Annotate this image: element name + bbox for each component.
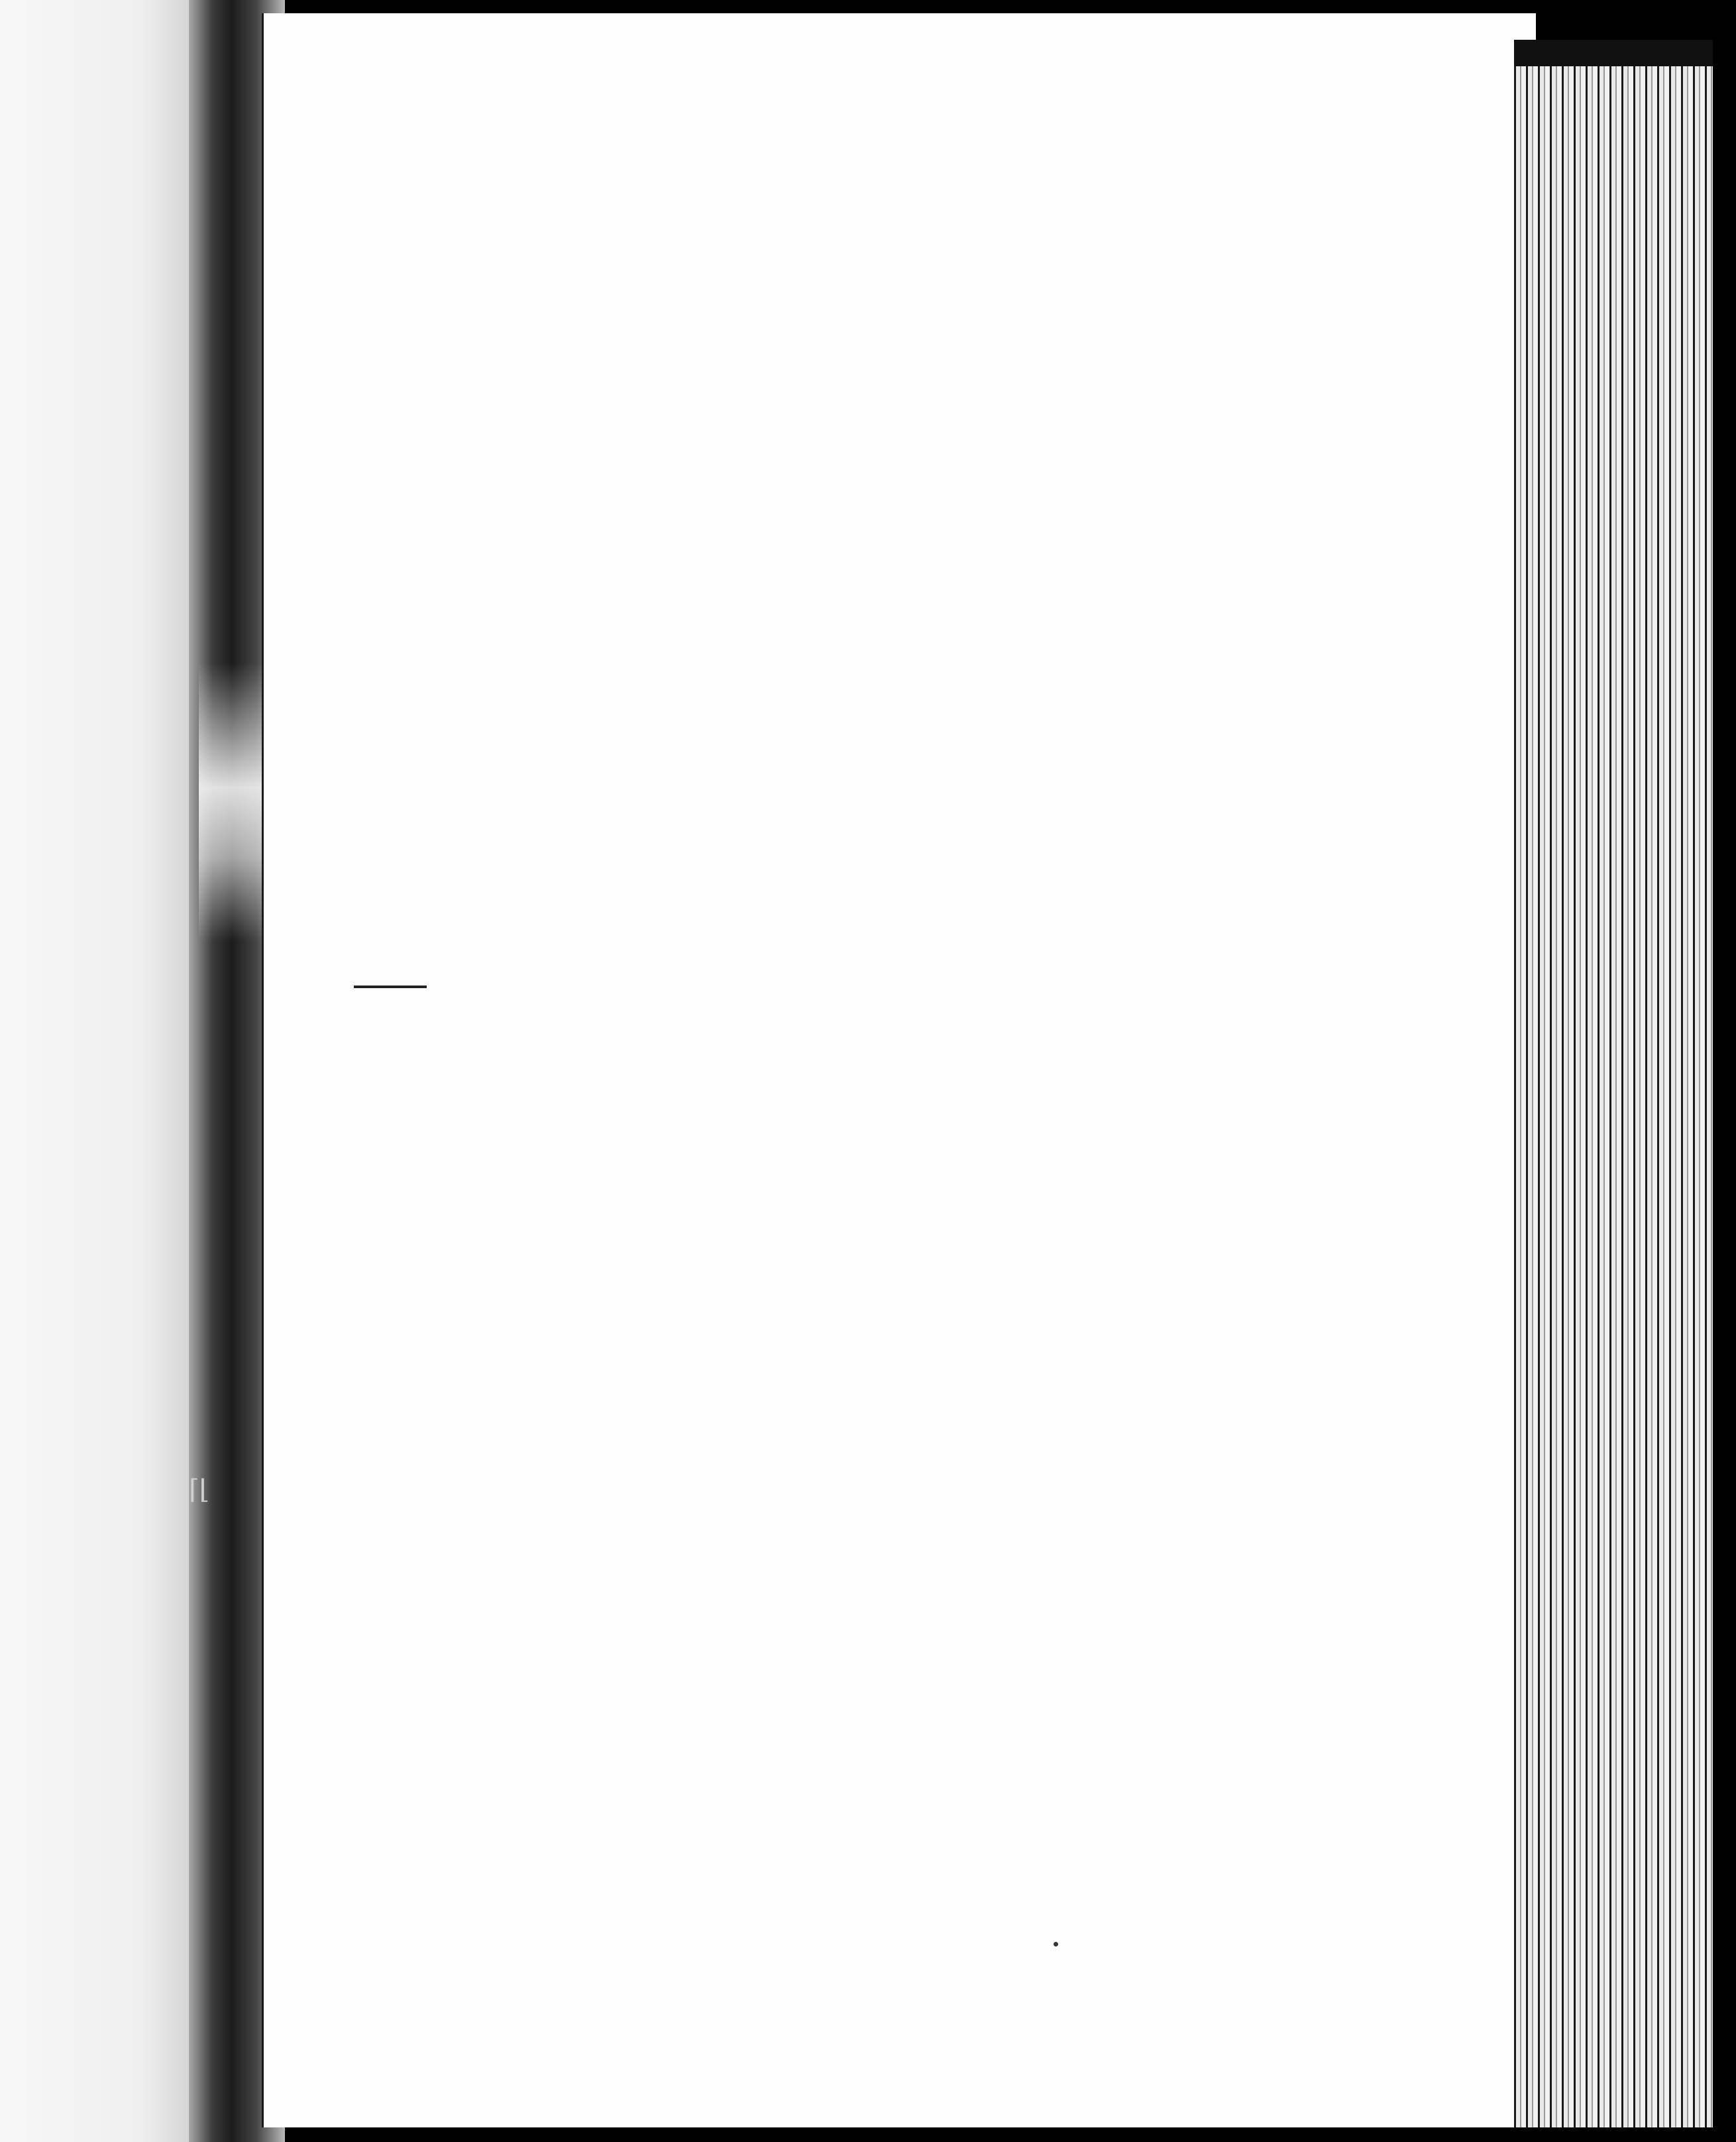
gutter-smudge: ⌈⌊ bbox=[189, 1475, 210, 1505]
page-edges-top bbox=[1514, 40, 1713, 66]
footnote-rule bbox=[354, 986, 427, 988]
print-speck bbox=[1054, 1942, 1058, 1946]
main-page bbox=[262, 13, 1536, 2127]
left-page-text bbox=[0, 0, 202, 2142]
left-page bbox=[0, 0, 202, 2142]
gutter-glare bbox=[199, 663, 272, 941]
page-edges bbox=[1514, 40, 1713, 2127]
